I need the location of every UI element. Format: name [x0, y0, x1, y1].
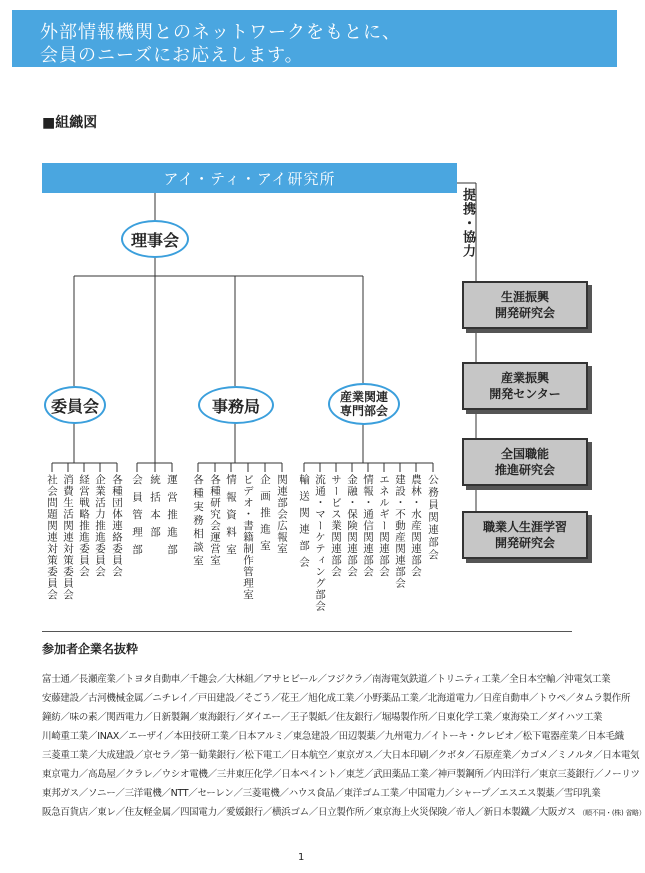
- industry-item: 金融・保険関連部会: [346, 474, 358, 578]
- secretariat-item: ビデオ・書籍制作管理室: [242, 474, 254, 601]
- industry-item: 公務員関連部会: [427, 474, 439, 562]
- industry-item: 農林・水産関連部会: [410, 474, 422, 578]
- industry-item: 流通・マーケティング部会: [314, 474, 326, 612]
- partner-label-2: 推進研究会: [494, 463, 555, 477]
- committee-item: 社会問題関連対策委員会: [46, 474, 58, 601]
- partner-label-1: 職業人生涯学習: [482, 520, 567, 534]
- secretariat-label: 事務局: [211, 396, 260, 416]
- partner-label-2: 開発研究会: [494, 306, 555, 320]
- company-line: 鐘紡／味の素／関西電力／日新製鋼／東海銀行／ダイエー／王子製紙／住友銀行／堀場製作所／日東化学工業／東海染工／ダイハツ工業: [42, 712, 603, 723]
- companies-note: （順不同・(株) 省略）: [578, 809, 645, 817]
- company-line: 安藤建設／古河機械金属／ニチレイ／戸田建設／そごう／花王／旭化成工業／小野薬品工業／北海道電力／日産自動車／トウペ／タムラ製作所: [42, 693, 631, 704]
- company-line: 東京電力／高島屋／クラレ／ウシオ電機／三井東圧化学／日本ペイント／東芝／武田薬品工業／神戸製鋼所／内田洋行／東京三菱銀行／ノーリツ: [42, 769, 640, 780]
- committee-item: 消費生活関連対策委員会: [62, 474, 74, 601]
- partner-label-1: 生涯振興: [500, 290, 549, 304]
- secretariat-item: 関連部会広報室: [276, 474, 288, 555]
- partner-box: [462, 281, 588, 329]
- committee-label: 委員会: [50, 396, 99, 416]
- board-item: 統括本部: [149, 474, 161, 544]
- industry-item: エネルギー関連部会: [378, 474, 390, 578]
- board-item: 運営推進部: [166, 474, 178, 562]
- committee-item: 企業活力推進委員会: [94, 474, 106, 578]
- banner-line-1: 外部情報機関とのネットワークをもとに、: [40, 22, 401, 43]
- industry-label-1: 産業関連: [339, 390, 388, 404]
- board-label: 理事会: [130, 230, 179, 250]
- company-line: 三菱重工業／大成建設／京セラ／第一勧業銀行／松下電工／日本航空／東京ガス／大日本印刷／クボタ／石原産業／カゴメ／ミノルタ／日本電気: [42, 750, 640, 761]
- industry-item: サービス業関連部会: [330, 474, 342, 578]
- committee-item: 経営戦略推進委員会: [78, 474, 90, 578]
- secretariat-item: 各種研究会運営室: [209, 474, 221, 566]
- partner-box: [462, 438, 588, 486]
- company-line: 川崎重工業／INAX／エーザイ／本田技研工業／日本アルミ／東急建設／田辺製薬／九州電力／イトーキ・クレビオ／松下電器産業／日本毛織: [42, 731, 624, 742]
- partner-box: [462, 511, 588, 559]
- partner-label-1: 産業振興: [500, 371, 549, 385]
- partner-label-1: 全国職能: [500, 447, 549, 461]
- industry-node: [328, 383, 400, 425]
- secretariat-item: 各種実務相談室: [192, 474, 204, 569]
- committee-node: [44, 386, 106, 424]
- committee-item: 各種団体連絡委員会: [111, 474, 123, 578]
- company-line: 東邦ガス／ソニー／三洋電機／NTT／セーレン／三菱電機／ハウス食品／東洋ゴム工業／中国電力／シャープ／エスエス製薬／雪印乳業: [42, 788, 601, 799]
- institute-node: アイ・ティ・アイ研究所: [42, 163, 457, 193]
- secretariat-item: 企画推進室: [259, 474, 271, 557]
- industry-item: 情報・通信関連部会: [362, 474, 374, 578]
- industry-item: 輸送関連部会: [298, 474, 310, 573]
- industry-item: 建設・不動産関連部会: [394, 474, 406, 589]
- divider: [42, 631, 572, 632]
- banner-line-2: 会員のニーズにお応えします。: [40, 45, 304, 66]
- company-line-text: 阪急百貨店／東レ／住友軽金属／四国電力／愛媛銀行／横浜ゴム／日立製作所／東京海上火災保険／帝人／新日本製鐵／大阪ガス: [42, 807, 576, 818]
- secretariat-node: [198, 386, 274, 424]
- company-line: 富士通／長瀬産業／トヨタ自動車／千趣会／大林組／アサヒビール／フジクラ／南海電気鉄道／トリニティ工業／全日本空輸／沖電気工業: [42, 674, 611, 685]
- board-node: [121, 220, 189, 258]
- partner-box: [462, 362, 588, 410]
- affiliation-label: 提携・協力: [460, 188, 475, 258]
- partner-label-2: 開発研究会: [494, 536, 555, 550]
- partner-label-2: 開発センター: [489, 387, 561, 401]
- industry-label-2: 専門部会: [339, 404, 388, 418]
- page-number: 1: [298, 852, 305, 863]
- secretariat-item: 情報資料室: [225, 474, 237, 562]
- company-line: [42, 804, 645, 818]
- companies-title: 参加者企業名抜粋: [42, 642, 139, 656]
- section-title: ■組織図: [42, 115, 98, 131]
- board-item: 会員管理部: [131, 474, 143, 562]
